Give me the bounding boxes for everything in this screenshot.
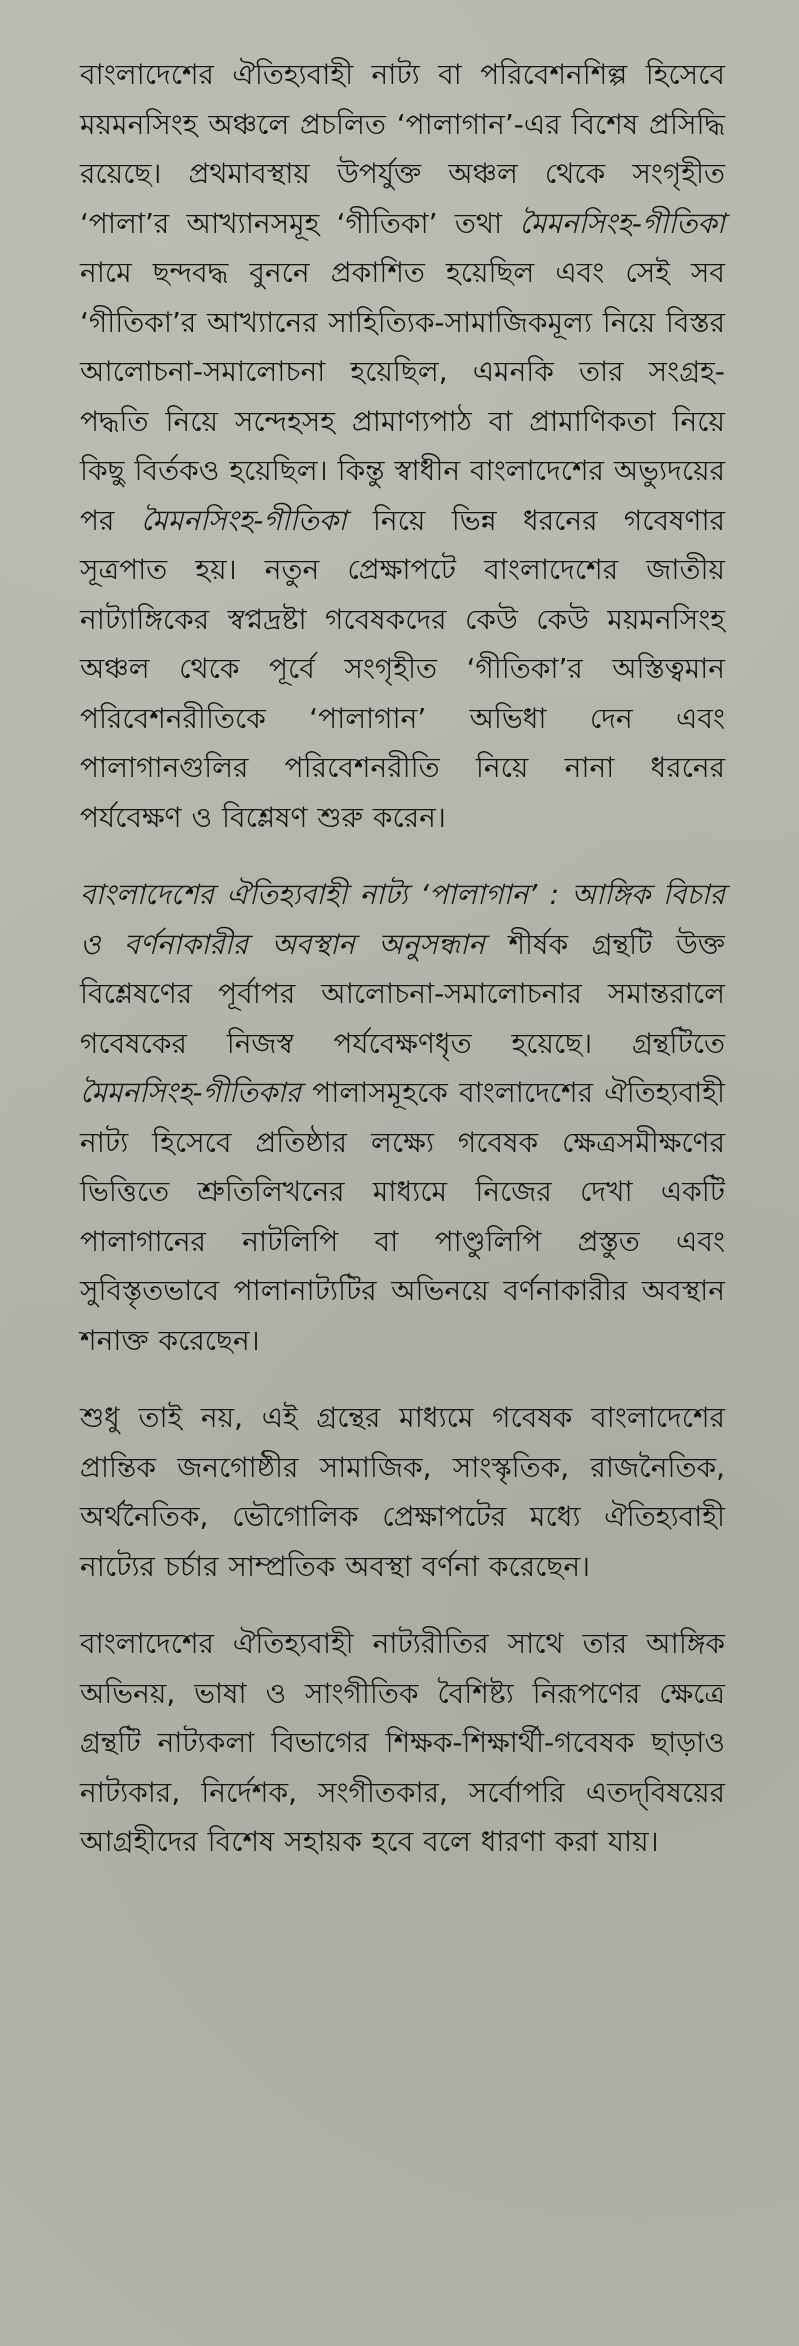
italic-book-title: মৈমনসিংহ-গীতিকা bbox=[140, 503, 347, 537]
paragraph-2 bbox=[80, 870, 725, 1365]
text-segment: পালাসমূহকে বাংলাদেশের ঐতিহ্যবাহী নাট্য হিসেবে প্রতিষ্ঠার লক্ষ্যে গবেষক ক্ষেত্রসমীক্ষণের ভিত্তিতে শ্রুতিলিখনের মাধ্যমে নিজের দেখা একটি পালাগানের নাটলিপি বা পাণ্ডুলিপি প্রস্তুত এবং সুবিস্তৃতভাবে পালানাট্যটির অভিনয়ে বর্ণনাকারীর অবস্থান শনাক্ত করেছেন। bbox=[80, 1076, 725, 1357]
italic-book-title: মৈমনসিংহ-গীতিকার bbox=[80, 1076, 301, 1109]
paragraph-4 bbox=[80, 1619, 725, 1867]
text-segment: বাংলাদেশের ঐতিহ্যবাহী নাট্যরীতির সাথে তার আঙ্গিক অভিনয়, ভাষা ও সাংগীতিক বৈশিষ্ট্য নিরূপণের ক্ষেত্রে গ্রন্থটি নাট্যকলা বিভাগের শিক্ষক-শিক্ষার্থী-গবেষক ছাড়াও নাট্যকার, নির্দেশক, সংগীতকার, সর্বোপরি এতদ্‌বিষয়ের আগ্রহীদের বিশেষ সহায়ক হবে বলে ধারণা করা যায়। bbox=[80, 1627, 725, 1858]
text-segment: শুধু তাই নয়, এই গ্রন্থের মাধ্যমে গবেষক বাংলাদেশের প্রান্তিক জনগোষ্ঠীর সামাজিক, সাংস্কৃতিক, রাজনৈতিক, অর্থনৈতিক, ভৌগোলিক প্রেক্ষাপটের মধ্যে ঐতিহ্যবাহী নাট্যের চর্চার সাম্প্রতিক অবস্থা বর্ণনা করেছেন। bbox=[80, 1401, 725, 1583]
italic-book-title: বাংলাদেশের ঐতিহ্যবাহী নাট্য ‘পালাগান’ : আঙ্গিক বিচার ও বর্ণনাকারীর অবস্থান অনুসন্ধান bbox=[80, 878, 725, 961]
text-segment: শীর্ষক গ্রন্থটি উক্ত বিশ্লেষণের পূর্বাপর আলোচনা-সমালোচনার সমান্তরালে গবেষকের নিজস্ব পর্যবেক্ষণধৃত হয়েছে। গ্রন্থটিতে bbox=[80, 927, 725, 1060]
text-segment: বাংলাদেশের ঐতিহ্যবাহী নাট্য বা পরিবেশনশিল্প হিসেবে ময়মনসিংহ অঞ্চলে প্রচলিত ‘পালাগান’-এর বিশেষ প্রসিদ্ধি রয়েছে। প্রথমাবস্থায় উপর্যুক্ত অঞ্চল থেকে সংগৃহীত ‘পালা’র আখ্যানসমূহ ‘গীতিকা’ তথা bbox=[80, 58, 725, 240]
text-segment: নামে ছন্দবদ্ধ বুননে প্রকাশিত হয়েছিল এবং সেই সব ‘গীতিকা’র আখ্যানের সাহিত্যিক-সামাজিকমূল্য নিয়ে বিস্তর আলোচনা-সমালোচনা হয়েছিল, এমনকি তার সংগ্রহ-পদ্ধতি নিয়ে সন্দেহসহ প্রামাণ্যপাঠ বা প্রামাণিকতা নিয়ে কিছু বির্তকও হয়েছিল। কিন্তু স্বাধীন বাংলাদেশের অভ্যুদয়ের পর bbox=[80, 256, 725, 537]
text-segment: নিয়ে ভিন্ন ধরনের গবেষণার সূত্রপাত হয়। নতুন প্রেক্ষাপটে বাংলাদেশের জাতীয় নাট্যাঙ্গিকের স্বপ্নদ্রষ্টা গবেষকদের কেউ কেউ ময়মনসিংহ অঞ্চল থেকে পূর্বে সংগৃহীত ‘গীতিকা’র অস্তিত্বমান পরিবেশনরীতিকে ‘পালাগান’ অভিধা দেন এবং পালাগানগুলির পরিবেশনরীতি নিয়ে নানা ধরনের পর্যবেক্ষণ ও বিশ্লেষণ শুরু করেন। bbox=[80, 503, 726, 834]
paragraph-3 bbox=[80, 1393, 725, 1591]
italic-book-title: মৈমনসিংহ-গীতিকা bbox=[519, 206, 725, 240]
paragraph-1 bbox=[80, 50, 725, 842]
